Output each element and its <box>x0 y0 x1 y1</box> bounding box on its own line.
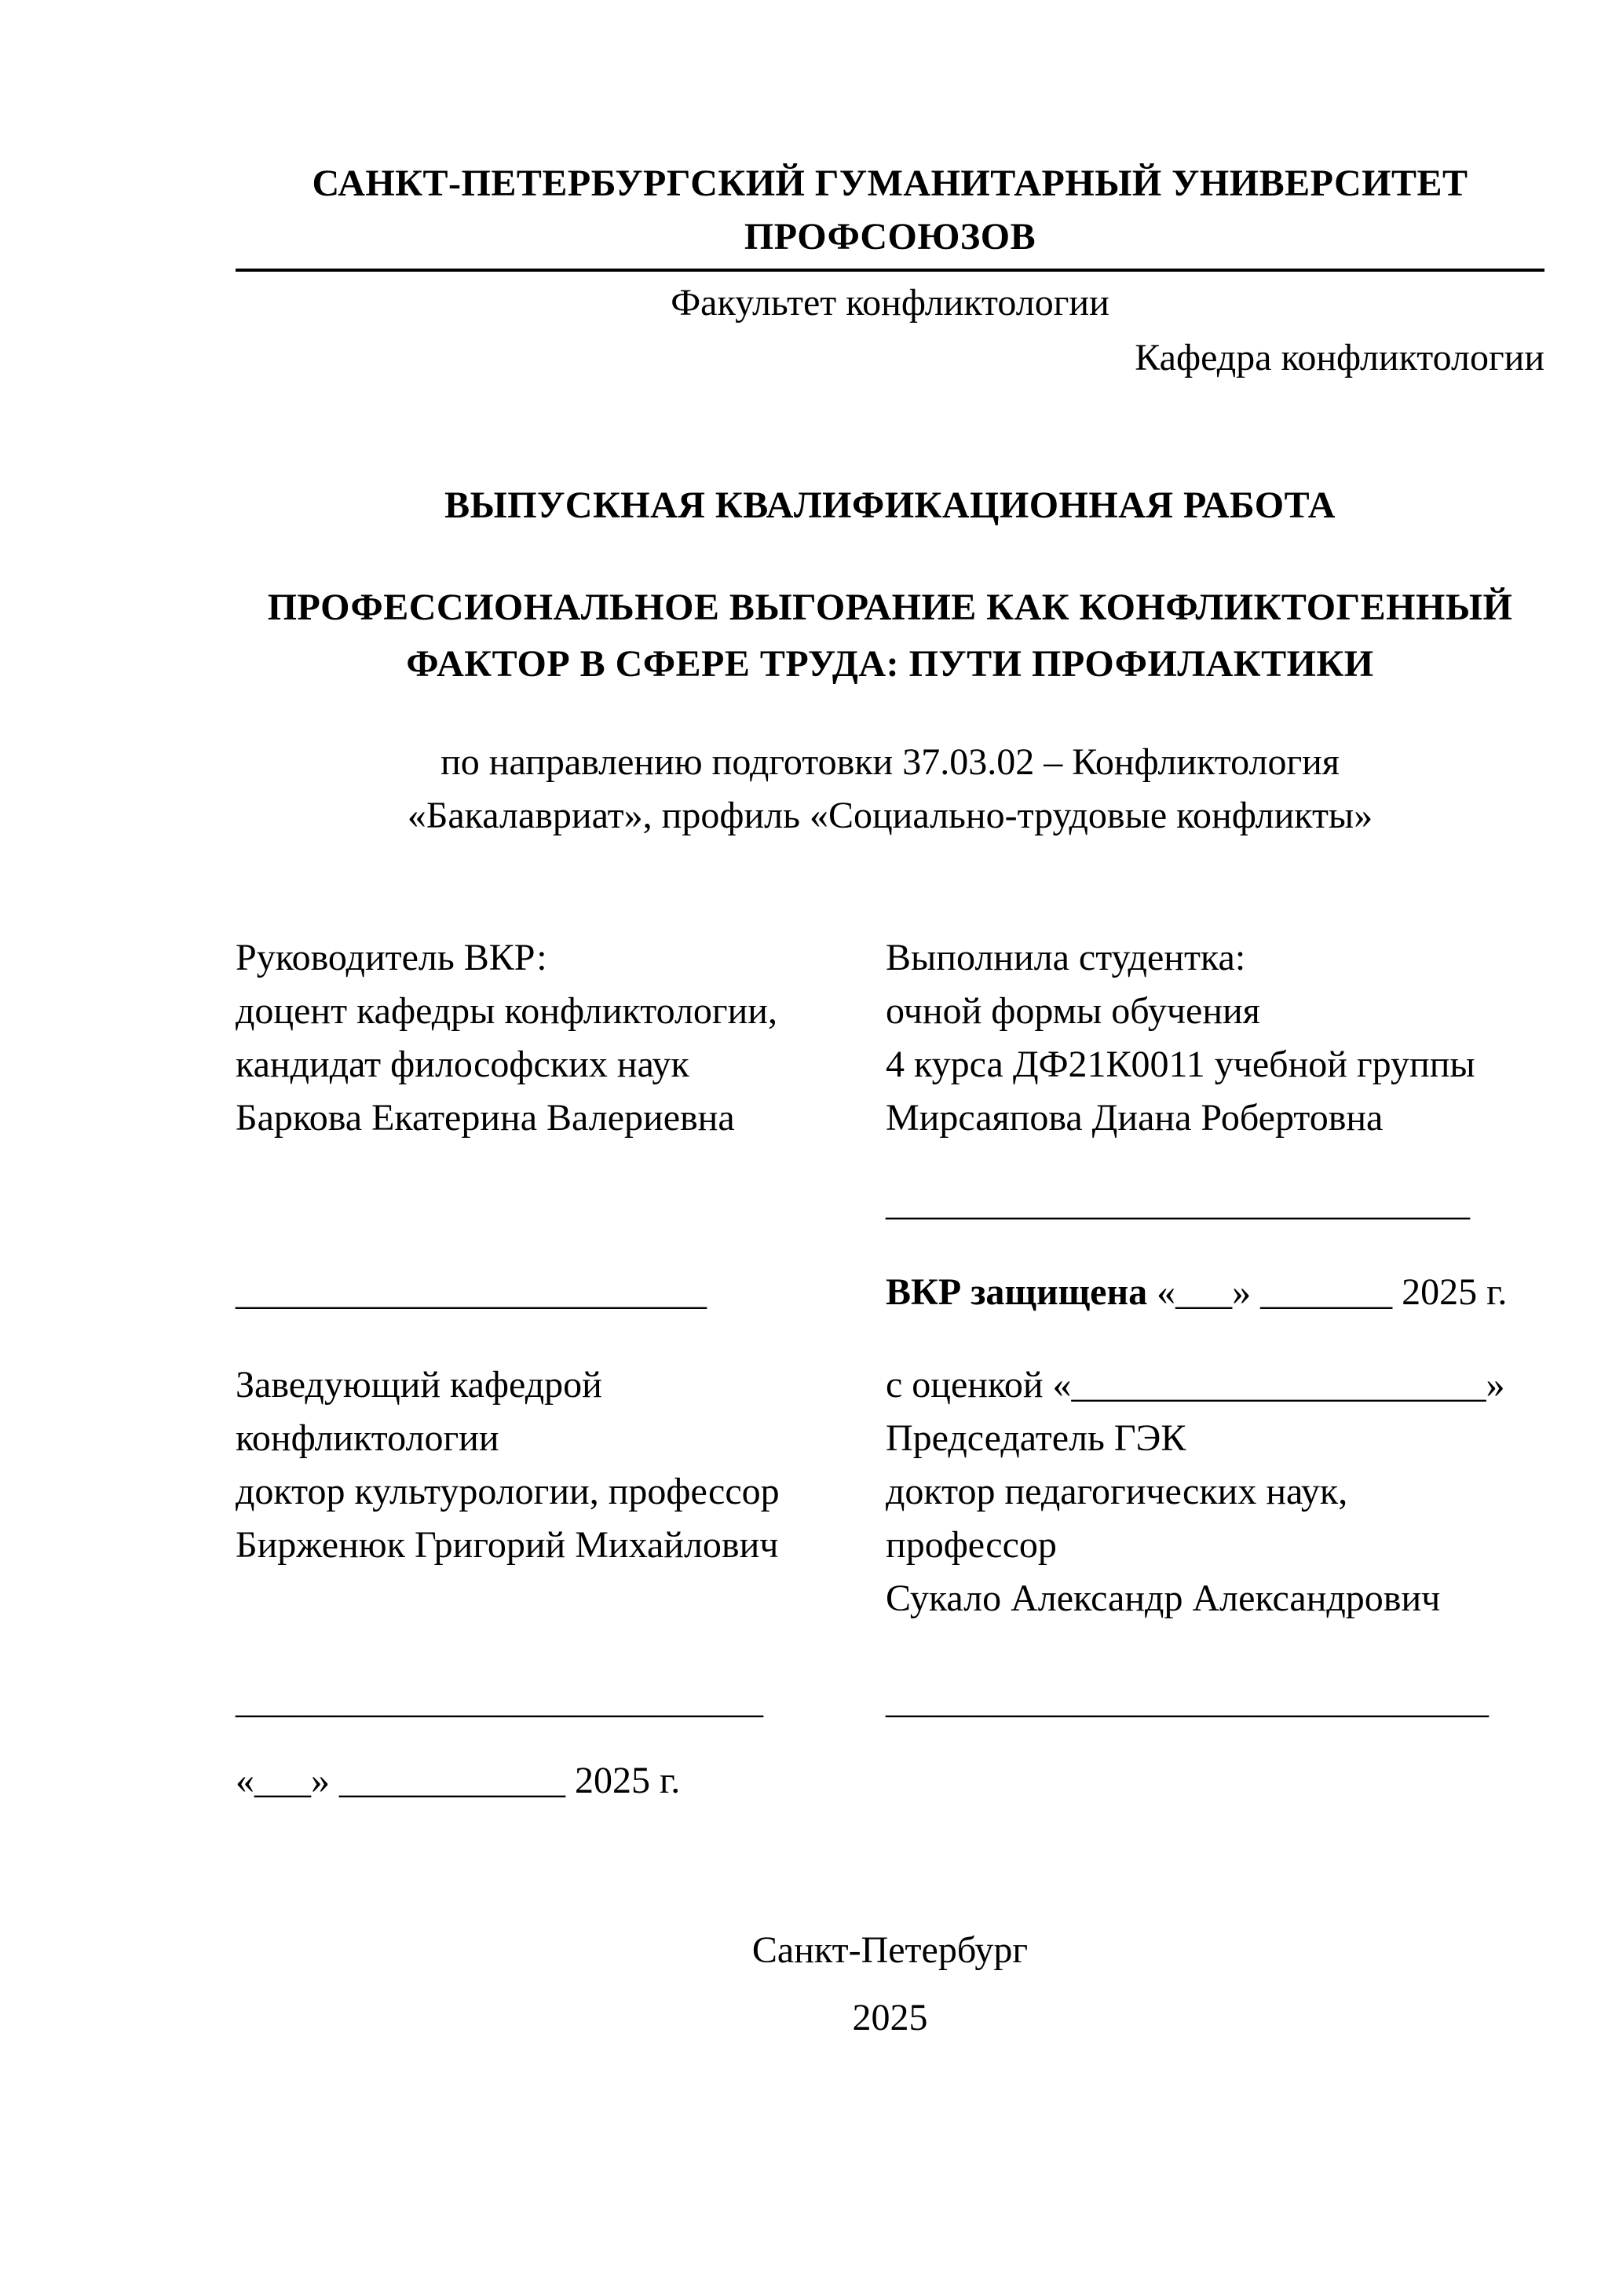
year-line: 2025 <box>852 1997 928 2038</box>
grade-line: с оценкой «______________________» <box>886 1364 1505 1406</box>
thesis-title-line-2: ФАКТОР В СФЕРЕ ТРУДА: ПУТИ ПРОФИЛАКТИКИ <box>406 643 1374 685</box>
head-name: Бирженюк Григорий Михайлович <box>236 1524 779 1566</box>
student-line: очной формы обучения <box>886 990 1260 1032</box>
defense-row <box>236 1266 1544 1319</box>
city-line: Санкт-Петербург <box>751 1929 1029 1971</box>
work-type-heading: ВЫПУСКНАЯ КВАЛИФИКАЦИОННАЯ РАБОТА <box>444 484 1336 526</box>
head-date-line: «___» ____________ 2025 г. <box>236 1760 681 1801</box>
empty-cell <box>886 1754 1544 1808</box>
committee-signature-line: ________________________________ <box>886 1680 1489 1721</box>
supervisor-signature-line: _________________________ <box>236 1271 707 1313</box>
head-of-department-block <box>236 1358 886 1625</box>
head-committee-row <box>236 1358 1544 1625</box>
head-signature-line: ____________________________ <box>236 1680 763 1721</box>
student-signature-line: _______________________________ <box>886 1182 1470 1223</box>
committee-line: Председатель ГЭК <box>886 1417 1186 1459</box>
defended-line <box>886 1266 1544 1319</box>
student-signature-row <box>236 1176 1544 1230</box>
empty-cell <box>236 1176 886 1230</box>
supervisor-student-row <box>236 931 1544 1145</box>
department-name: Кафедра конфликтологии <box>1135 337 1544 378</box>
defended-label: ВКР защищена <box>886 1271 1148 1313</box>
student-name: Мирсаяпова Диана Робертовна <box>886 1097 1384 1139</box>
thesis-title-line-1: ПРОФЕССИОНАЛЬНОЕ ВЫГОРАНИЕ КАК КОНФЛИКТОГЕННЫЙ <box>267 587 1513 628</box>
page-content <box>236 157 1544 2045</box>
bottom-signatures-row <box>236 1674 1544 1727</box>
university-name: САНКТ-ПЕТЕРБУРГСКИЙ ГУМАНИТАРНЫЙ УНИВЕРСИТЕТ ПРОФСОЮЗОВ <box>236 157 1544 272</box>
program-profile: «Бакалавриат», профиль «Социально-трудовые конфликты» <box>407 795 1373 836</box>
supervisor-name: Баркова Екатерина Валериевна <box>236 1097 735 1139</box>
faculty-name: Факультет конфликтологии <box>671 282 1109 324</box>
committee-chair-name: Сукало Александр Александрович <box>886 1578 1441 1619</box>
thesis-title <box>236 579 1544 693</box>
committee-line: профессор <box>886 1524 1057 1566</box>
committee-block <box>886 1358 1544 1625</box>
student-label: Выполнила студентка: <box>886 937 1246 978</box>
program-info <box>236 736 1544 843</box>
head-line: конфликтологии <box>236 1417 499 1459</box>
student-line: 4 курса ДФ21К0011 учебной группы <box>886 1044 1475 1085</box>
date-row <box>236 1754 1544 1808</box>
student-block <box>886 931 1544 1145</box>
supervisor-block <box>236 931 886 1145</box>
head-line: доктор культурологии, профессор <box>236 1471 780 1512</box>
head-line: Заведующий кафедрой <box>236 1364 602 1406</box>
supervisor-line: кандидат философских наук <box>236 1044 689 1085</box>
committee-line: доктор педагогических наук, <box>886 1471 1348 1512</box>
defended-date-blank: «___» _______ 2025 г. <box>1147 1271 1508 1313</box>
program-direction: по направлению подготовки 37.03.02 – Конфликтология <box>440 741 1340 783</box>
supervisor-label: Руководитель ВКР: <box>236 937 547 978</box>
supervisor-line: доцент кафедры конфликтологии, <box>236 990 777 1032</box>
